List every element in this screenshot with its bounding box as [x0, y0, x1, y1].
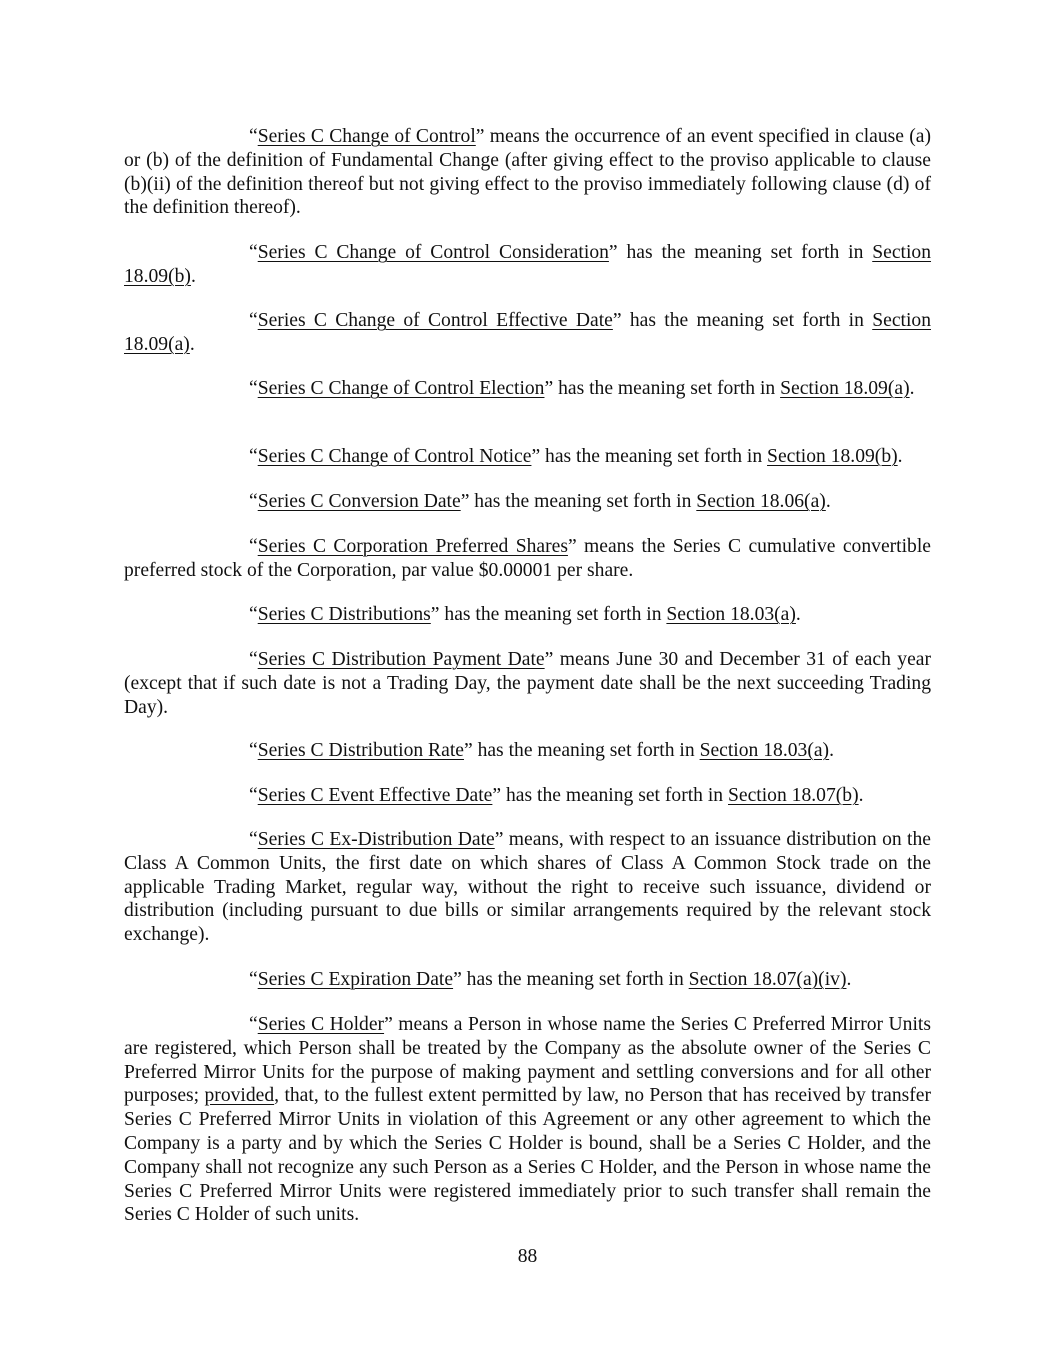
defined-term: Series C Distribution Rate: [257, 740, 464, 761]
definition-series-c-change-of-control-effective-date: “Series C Change of Control Effective Date” has the meaning set forth in Section 18.09(a).: [124, 310, 931, 355]
proviso-term: provided: [204, 1085, 275, 1107]
definition-text: ” means the occurrence of an event specified in clause (a) or (b) of the definition of Fundamental Change (after giving effect to the proviso applicable to clause (b)(ii) of the definition thereof but not giving effect to the proviso immediately following clause (d) of the definition thereof).: [124, 126, 931, 219]
definition-text: ” has the meaning set forth in: [492, 785, 728, 806]
defined-term: Series C Corporation Preferred Shares: [257, 536, 568, 557]
defined-term: Series C Ex-Distribution Date: [257, 829, 495, 850]
section-reference: Section 18.03(a): [699, 740, 830, 761]
section-reference: Section 18.06(a): [696, 491, 826, 512]
defined-term: Series C Distributions: [257, 604, 431, 625]
definition-text: ” means, with respect to an issuance distribution on the Class A Common Units, the first date on which shares of Class A Common Stock trade on the applicable Trading Market, regular way, without the right to receive such issuance, dividend or distribution (including pursuant to due bills or similar arrangements required by the relevant stock exchange).: [124, 829, 931, 946]
section-reference: Section 18.09(b): [767, 446, 898, 467]
definition-text: ” has the meaning set forth in: [453, 969, 689, 990]
defined-term: Series C Holder: [257, 1014, 385, 1035]
definition-text: ” has the meaning set forth in: [608, 242, 873, 263]
section-reference: Section 18.09(a): [124, 310, 931, 355]
section-reference: Section 18.09(b): [124, 242, 932, 287]
defined-term: Series C Conversion Date: [257, 491, 461, 512]
definition-series-c-corporation-preferred-shares: “Series C Corporation Preferred Shares” means the Series C cumulative convertible preferred stock of the Corporation, par value $0.00001 per share.: [124, 536, 931, 581]
definition-series-c-conversion-date: “Series C Conversion Date” has the meaning set forth in Section 18.06(a).: [249, 491, 831, 512]
definition-text: ” means a Person in whose name the Series C Preferred Mirror Units are registered, which Person shall be treated by the Company as the absolute owner of the Series C Preferred Mirror Units for the purpose of making payment and settling conversions and for all other purposes;: [124, 1014, 931, 1107]
defined-term: Series C Change of Control Consideration: [257, 242, 609, 263]
definition-text: ” means the Series C cumulative convertible preferred stock of the Corporation, par value $0.00001 per share.: [124, 536, 931, 581]
defined-term: Series C Change of Control Election: [257, 378, 545, 399]
section-reference: Section 18.09(a): [780, 378, 910, 399]
definition-series-c-distribution-payment-date: “Series C Distribution Payment Date” means June 30 and December 31 of each year (except that if such date is not a Trading Day, the payment date shall be the next succeeding Trading Day).: [124, 649, 932, 718]
definition-series-c-change-of-control: “Series C Change of Control” means the occurrence of an event specified in clause (a) or (b) of the definition of Fundamental Change (after giving effect to the proviso applicable to clause (b)(ii) of the definition thereof but not giving effect to the proviso immediately following clause (d) of the definition thereof).: [124, 126, 931, 219]
definition-series-c-expiration-date: “Series C Expiration Date” has the meaning set forth in Section 18.07(a)(iv).: [249, 969, 852, 990]
definition-series-c-change-of-control-consideration: “Series C Change of Control Consideration” has the meaning set forth in Section 18.09(b).: [124, 242, 932, 287]
definition-series-c-distributions: “Series C Distributions” has the meaning set forth in Section 18.03(a).: [249, 604, 801, 625]
defined-term: Series C Change of Control: [257, 126, 476, 147]
definition-text: ” has the meaning set forth in: [463, 740, 700, 761]
section-reference: Section 18.07(a)(iv): [688, 969, 847, 990]
defined-term: Series C Expiration Date: [257, 969, 454, 990]
definition-series-c-holder: “Series C Holder” means a Person in whose name the Series C Preferred Mirror Units are registered, which Person shall be treated by the Company as the absolute owner of the Series C Preferred Mirror Units for the purpose of making payment and settling conversions and for all other purposes; provided, that, to the fullest extent permitted by law, no Person that has received by transfer Series C Preferred Mirror Units in violation of this Agreement or any other agreement to which the Company is a party and by which the Series C Holder is bound, shall be a Series C Holder, and the Company shall not recognize any such Person as a Series C Holder, and the Person in whose name the Series C Preferred Mirror Units were registered immediately prior to such transfer shall remain the Series C Holder of such units.: [124, 1014, 931, 1226]
defined-term: Series C Change of Control Notice: [257, 446, 532, 467]
page-number: 88: [517, 1246, 538, 1267]
definition-series-c-distribution-rate: “Series C Distribution Rate” has the meaning set forth in Section 18.03(a).: [249, 740, 834, 761]
defined-term: Series C Change of Control Effective Date: [257, 310, 613, 331]
section-reference: Section 18.07(b): [728, 785, 859, 806]
definition-text: ” has the meaning set forth in: [612, 310, 873, 331]
definition-series-c-change-of-control-notice: “Series C Change of Control Notice” has the meaning set forth in Section 18.09(b).: [249, 446, 903, 467]
defined-term: Series C Event Effective Date: [257, 785, 493, 806]
definition-series-c-ex-distribution-date: “Series C Ex-Distribution Date” means, with respect to an issuance distribution on the Class A Common Units, the first date on which shares of Class A Common Stock trade on the applicable Trading Market, regular way, without the right to receive such issuance, dividend or distribution (including pursuant to due bills or similar arrangements required by the relevant stock exchange).: [124, 829, 931, 946]
definition-series-c-event-effective-date: “Series C Event Effective Date” has the meaning set forth in Section 18.07(b).: [249, 785, 864, 806]
definition-text: ” has the meaning set forth in: [460, 491, 697, 512]
section-reference: Section 18.03(a): [666, 604, 796, 625]
definition-text: ” means June 30 and December 31 of each year (except that if such date is not a Trading Day, the payment date shall be the next succeeding Trading Day).: [124, 649, 932, 718]
defined-term: Series C Distribution Payment Date: [257, 649, 545, 670]
definition-text: ” has the meaning set forth in: [531, 446, 768, 467]
definition-text-continued: , that, to the fullest extent permitted by law, no Person that has received by transfer Series C Preferred Mirror Units in violation of this Agreement or any other agreement to which the Company is a party and by which the Series C Holder is bound, shall be a Series C Holder, and the Company shall not recognize any such Person as a Series C Holder, and the Person in whose name the Series C Preferred Mirror Units were registered immediately prior to such transfer shall remain the Series C Holder of such units.: [124, 1085, 931, 1226]
definition-series-c-change-of-control-election: “Series C Change of Control Election” has the meaning set forth in Section 18.09(a).: [249, 378, 915, 399]
definition-text: ” has the meaning set forth in: [544, 378, 781, 399]
definition-text: ” has the meaning set forth in: [430, 604, 667, 625]
